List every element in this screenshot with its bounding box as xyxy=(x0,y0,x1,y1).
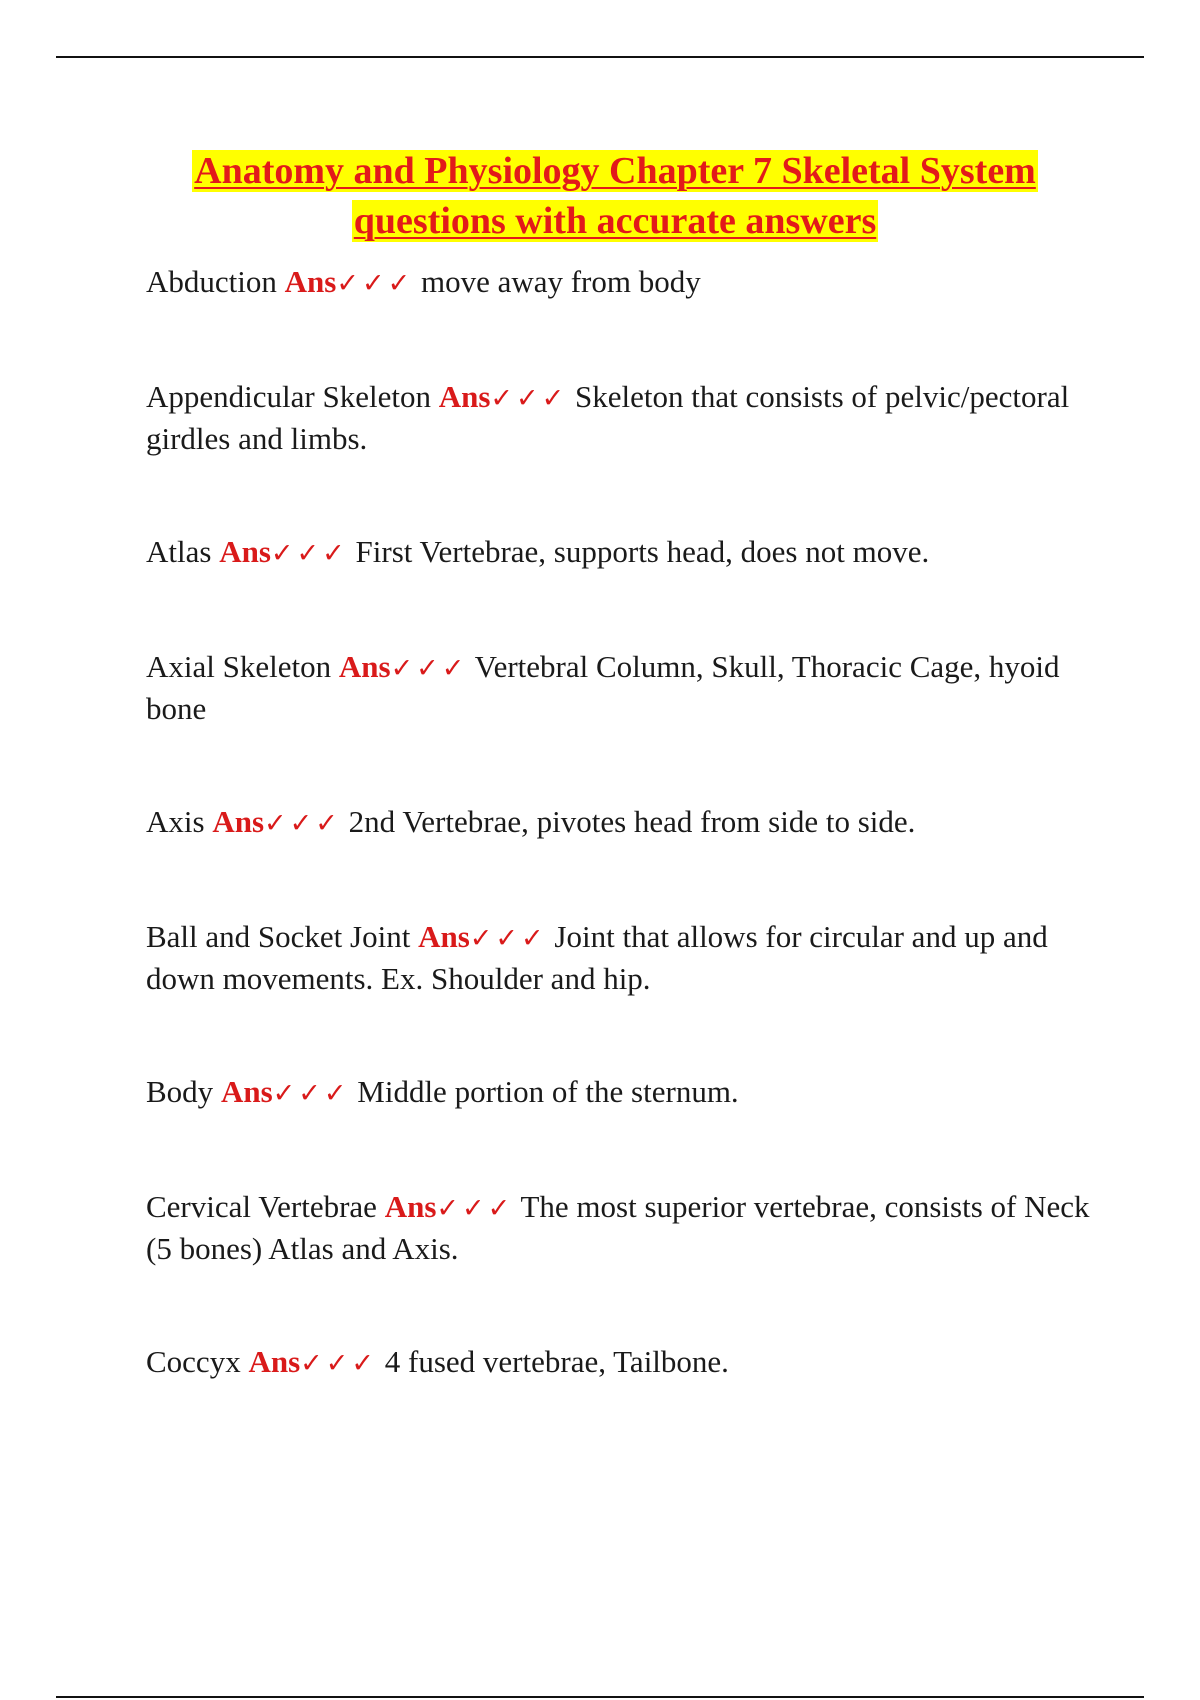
qa-entry xyxy=(146,917,1106,999)
ans-label: Ans xyxy=(248,1344,301,1379)
entry-definition: Joint that allows for circular and up and down movements. Ex. Shoulder and hip. xyxy=(146,919,1048,996)
ans-label: Ans xyxy=(220,1074,273,1109)
entry-term: Coccyx xyxy=(146,1344,241,1379)
ans-label: Ans xyxy=(284,264,337,299)
qa-entry xyxy=(146,1072,1106,1114)
entry-term: Ball and Socket Joint xyxy=(146,919,411,954)
top-rule xyxy=(56,56,1144,58)
entry-definition: Middle portion of the sternum. xyxy=(357,1074,739,1109)
ans-label: Ans xyxy=(418,919,470,954)
entry-term: Axial Skeleton xyxy=(146,649,332,684)
ans-label: Ans xyxy=(212,804,265,839)
check-marks-icon: ✓✓✓ xyxy=(300,1348,378,1379)
entry-term: Atlas xyxy=(146,534,212,569)
entry-definition: 4 fused vertebrae, Tailbone. xyxy=(384,1344,729,1379)
qa-entry xyxy=(146,262,1106,304)
entry-definition: move away from body xyxy=(420,264,701,299)
check-marks-icon: ✓✓✓ xyxy=(390,653,468,684)
qa-entry xyxy=(146,802,1106,844)
qa-entry xyxy=(146,377,1106,459)
qa-entry xyxy=(146,1342,1106,1384)
entry-definition: 2nd Vertebrae, pivotes head from side to side. xyxy=(348,804,916,839)
entry-term: Cervical Vertebrae xyxy=(146,1189,377,1224)
title-line-1: Anatomy and Physiology Chapter 7 Skeletal System xyxy=(194,150,1036,192)
ans-label: Ans xyxy=(338,649,391,684)
qa-list xyxy=(146,262,1106,1384)
entry-term: Body xyxy=(146,1074,214,1109)
ans-label: Ans xyxy=(219,534,271,569)
check-marks-icon: ✓✓✓ xyxy=(272,1078,350,1109)
check-marks-icon: ✓✓✓ xyxy=(436,1193,514,1224)
ans-label: Ans xyxy=(438,379,491,414)
entry-definition: The most superior vertebrae, consists of Neck (5 bones) Atlas and Axis. xyxy=(146,1189,1090,1266)
check-marks-icon: ✓✓✓ xyxy=(336,268,414,299)
bottom-rule xyxy=(56,1696,1144,1698)
entry-term: Abduction xyxy=(146,264,277,299)
check-marks-icon: ✓✓✓ xyxy=(469,923,547,954)
qa-entry xyxy=(146,532,1106,574)
entry-term: Appendicular Skeleton xyxy=(146,379,431,414)
entry-term: Axis xyxy=(146,804,205,839)
ans-label: Ans xyxy=(384,1189,437,1224)
title-line-2: questions with accurate answers xyxy=(353,200,877,242)
document-title xyxy=(120,146,1110,246)
qa-entry xyxy=(146,647,1106,729)
check-marks-icon: ✓✓✓ xyxy=(270,538,348,569)
entry-definition: First Vertebrae, supports head, does not move. xyxy=(355,534,930,569)
qa-entry xyxy=(146,1187,1106,1269)
check-marks-icon: ✓✓✓ xyxy=(264,808,341,839)
entry-definition: Skeleton that consists of pelvic/pectoral girdles and limbs. xyxy=(146,379,1070,456)
check-marks-icon: ✓✓✓ xyxy=(490,383,568,414)
entry-definition: Vertebral Column, Skull, Thoracic Cage, hyoid bone xyxy=(146,649,1060,726)
